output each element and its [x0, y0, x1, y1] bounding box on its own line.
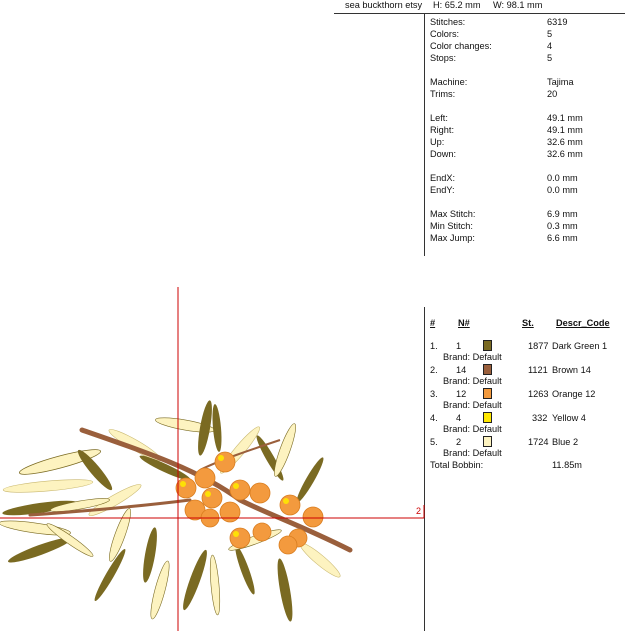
- stat-label-right: Right:: [430, 125, 455, 135]
- color-row-stitches: 1263: [528, 389, 549, 399]
- stat-value-trims: 20: [547, 89, 558, 99]
- color-swatch: [483, 412, 492, 423]
- color-row-number: 1: [456, 341, 462, 351]
- color-row-description: Blue 2: [552, 437, 579, 447]
- color-row-number: 12: [456, 389, 467, 399]
- stat-label-stops: Stops:: [430, 53, 457, 63]
- stat-value-max-stitch: 6.9 mm: [547, 209, 578, 219]
- col-header-number: N#: [458, 318, 470, 328]
- color-row-description: Dark Green 1: [552, 341, 608, 351]
- color-row-brand: Brand: Default: [443, 352, 502, 362]
- color-row-number: 14: [456, 365, 467, 375]
- stat-label-left: Left:: [430, 113, 448, 123]
- color-row-index: 2.: [430, 365, 438, 375]
- design-height: H: 65.2 mm: [433, 0, 481, 10]
- color-row-index: 3.: [430, 389, 438, 399]
- color-row-stitches: 1724: [528, 437, 549, 447]
- design-name: sea buckthorn etsy: [345, 0, 423, 10]
- stat-value-left: 49.1 mm: [547, 113, 583, 123]
- stat-value-stitches: 6319: [547, 17, 568, 27]
- color-row-brand: Brand: Default: [443, 448, 502, 458]
- stat-label-color-changes: Color changes:: [430, 41, 492, 51]
- col-header-index: #: [430, 318, 436, 328]
- stat-label-up: Up:: [430, 137, 445, 147]
- col-header-stitches: St.: [522, 318, 534, 328]
- color-row-description: Orange 12: [552, 389, 596, 399]
- stat-value-endy: 0.0 mm: [547, 185, 578, 195]
- stat-label-colors: Colors:: [430, 29, 460, 39]
- axis-marker-label: 2: [416, 506, 422, 516]
- stat-value-stops: 5: [547, 53, 553, 63]
- color-row-description: Brown 14: [552, 365, 591, 375]
- stat-value-up: 32.6 mm: [547, 137, 583, 147]
- stat-value-right: 49.1 mm: [547, 125, 583, 135]
- color-swatch: [483, 436, 492, 447]
- stat-label-max-stitch: Max Stitch:: [430, 209, 476, 219]
- stat-value-color-changes: 4: [547, 41, 553, 51]
- stat-label-max-jump: Max Jump:: [430, 233, 475, 243]
- color-row-index: 1.: [430, 341, 438, 351]
- stat-value-down: 32.6 mm: [547, 149, 583, 159]
- stat-label-min-stitch: Min Stitch:: [430, 221, 473, 231]
- color-row-number: 4: [456, 413, 462, 423]
- design-width: W: 98.1 mm: [493, 0, 543, 10]
- stat-label-endy: EndY:: [430, 185, 455, 195]
- color-row-brand: Brand: Default: [443, 424, 502, 434]
- stat-value-machine: Tajima: [547, 77, 574, 87]
- col-header-description: Descr_Code: [556, 318, 610, 328]
- color-swatch: [483, 388, 492, 399]
- total-bobbin-label: Total Bobbin:: [430, 460, 484, 470]
- stat-value-endx: 0.0 mm: [547, 173, 578, 183]
- color-row-brand: Brand: Default: [443, 376, 502, 386]
- stat-label-endx: EndX:: [430, 173, 456, 183]
- color-row-stitches: 1877: [528, 341, 549, 351]
- stat-label-trims: Trims:: [430, 89, 456, 99]
- color-row-index: 5.: [430, 437, 438, 447]
- stat-label-machine: Machine:: [430, 77, 468, 87]
- stat-label-stitches: Stitches:: [430, 17, 466, 27]
- stat-label-down: Down:: [430, 149, 457, 159]
- color-swatch: [483, 364, 492, 375]
- total-bobbin-value: 11.85m: [552, 460, 582, 470]
- color-row-stitches: 1121: [528, 365, 548, 375]
- stat-value-max-jump: 6.6 mm: [547, 233, 578, 243]
- color-swatch: [483, 340, 492, 351]
- color-row-stitches: 332: [532, 413, 548, 423]
- stat-value-colors: 5: [547, 29, 553, 39]
- stat-value-min-stitch: 0.3 mm: [547, 221, 578, 231]
- color-row-number: 2: [456, 437, 462, 447]
- color-row-brand: Brand: Default: [443, 400, 502, 410]
- color-row-description: Yellow 4: [552, 413, 586, 423]
- color-row-index: 4.: [430, 413, 438, 423]
